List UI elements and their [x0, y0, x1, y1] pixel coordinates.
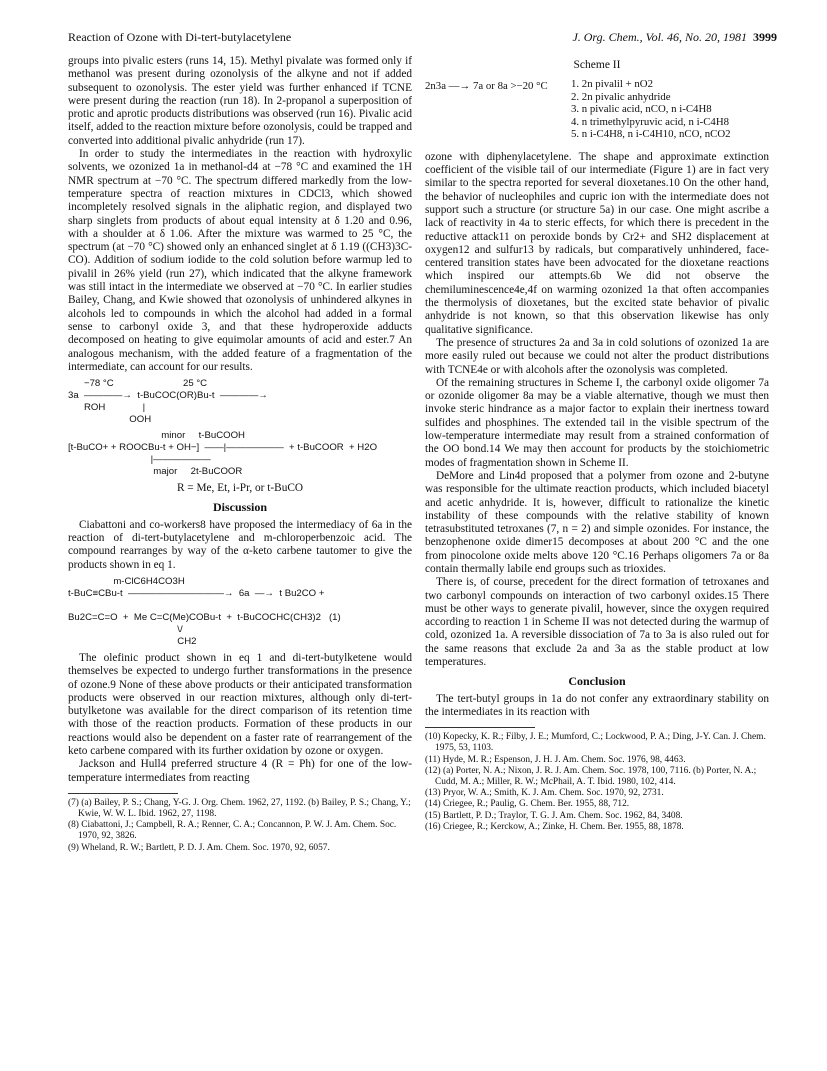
paragraph: In order to study the intermediates in the reaction with hydroxylic solvents, we ozonized 1a in methanol-d4 at −78 °C and examined the 1H NMR spectrum at −70 °C. The spectrum differed markedly from the low-temperature spectra of reaction mixtures in CDCl3, which showed incompletely resolved signals in the aliphatic region, and displayed two sharp singlets from products of about equal intensity at δ 1.20 and 0.96, with a shoulder at δ 1.06. After the mixture was warmed to 25 °C, the spectrum (at −70 °C) showed only an enhanced singlet at δ 1.19 ((CH3)3C-CO). Addition of sodium iodide to the cold solution before warmup led to pivalil in 26% yield (run 27), which indicated that the alkyne framework was still intact in the intermediate we observed at −70 °C. In earlier studies Bailey, Chang, and Kwie showed that ozonolysis of unhindered alkynes in alcohols led to compounds in which the alcohol had added in a formal sense to carbonyl oxide 3, and that these hydroperoxide adducts decomposed on heating to give equimolar amounts of acid and ester.7 An analogous mechanism, with the added feature of a fragmentation of the intermediate, can account for our results. [68, 148, 412, 373]
paragraph: ozone with diphenylacetylene. The shape and approximate extinction coefficient of the visible tail of our intermediate (Figure 1) are in fact very similar to the spectra reported for several dioxetanes.10 On the other hand, the behavior of nucleophiles and cupric ion with the intermediate does not support such a structure (or structure 5a) in our case. One might ascribe a lack of reactivity in 4a to steric effects, for which there is precedent in the reductive attack11 on peroxide bonds by Cr2+ and SH2 displacement at oxygen12 and sulfur13 by radicals, but comparatively unhindered, face-centered transition states have been advocated for the dioxetane reactions which inspired our attempts.6b We did not observe the chemiluminescence4e,4f on warming ozonized 1a that often accompanies the thermolysis of dioxetanes, but the excited state behavior of pivalic anhydride is not known, so that this observation likewise has only qualitative significance. [425, 150, 769, 336]
footnote: (10) Kopecky, K. R.; Filby, J. E.; Mumford, C.; Lockwood, P. A.; Ding, J-Y. Can. J. Chem. 1975, 53, 1103. [425, 732, 766, 754]
footnote: (8) Ciabattoni, J.; Campbell, R. A.; Renner, C. A.; Concannon, P. W. J. Am. Chem. Soc. 1970, 92, 3826. [68, 820, 397, 842]
footnotes-right [425, 732, 769, 833]
scheme-reactants: 2n3a —→ 7a or 8a >−20 °C [425, 80, 548, 93]
paragraph: Ciabattoni and co-workers8 have proposed the intermediacy of 6a in the reaction of di-tert-butylacetylene and m-chloroperbenzoic acid. The compound rearranges by way of the α-keto carbene tautomer to give the products shown in eq 1. [68, 518, 412, 571]
scheme-item: 3. n pivalic acid, nCO, n i-C4H8 [571, 103, 712, 116]
running-head: Reaction of Ozone with Di-tert-butylacetylene [68, 30, 292, 44]
scheme-item: 5. n i-C4H8, n i-C4H10, nCO, nCO2 [571, 128, 731, 141]
footnote-rule [425, 727, 535, 728]
r-definition: R = Me, Et, i-Pr, or t-BuCO [176, 482, 304, 495]
footnote: (12) (a) Porter, N. A.; Nixon, J. R. J. Am. Chem. Soc. 1978, 100, 7116. (b) Porter, N. A.; Cudd, M. A.; Miller, R. W.; McPhail, A. T. Ibid. 1980, 102, 414. [425, 765, 757, 788]
page-number: 3999 [753, 30, 777, 44]
right-column [425, 55, 769, 833]
footnote: (11) Hyde, M. R.; Espenson, J. H. J. Am. Chem. Soc. 1976, 98, 4463. [425, 754, 686, 765]
scheme-item: 1. 2n pivalil + nO2 [571, 78, 653, 91]
paragraph: The tert-butyl groups in 1a do not confer any extraordinary stability on the intermediates in its reaction with [425, 692, 769, 718]
footnote: (9) Wheland, R. W.; Bartlett, P. D. J. Am. Chem. Soc. 1970, 92, 6057. [68, 842, 330, 853]
footnotes-left [68, 798, 412, 854]
footnote: (16) Criegee, R.; Kerckow, A.; Zinke, H. Chem. Ber. 1955, 88, 1878. [425, 821, 684, 832]
paragraph: The olefinic product shown in eq 1 and di-tert-butylketene would themselves be expected to undergo further transformations in the presence of ozone.9 None of these above products or their anticipated transformation products were observed in our reaction mixtures, although only di-tert-butylketone was available for the direct comparison of its retention time with those of the reaction products. Formation of these products in our reactions would also be dependent on a faster rate of rearrangement of the keto carbene compared with its further oxidation by ozone or oxygen. [68, 651, 412, 757]
paragraph: The presence of structures 2a and 3a in cold solutions of ozonized 1a are more easily ruled out because we could not alter the product distributions with TCNE4e or with alcohols after the ozonolysis was completed. [425, 336, 769, 376]
paragraph: Of the remaining structures in Scheme I, the carbonyl oxide oligomer 7a or ozonide oligomer 8a may be a viable alternative, though we must then invoke steric hindrance as a major factor to explain their inertness toward sulfides and phosphines. The extended tail in the visible spectrum of the low-temperature intermediate may result from a strained conformation of the OO bond.14 We may then account for products by the stoichiometric modes of fragmentation shown in Scheme II. [425, 376, 769, 469]
scheme-ii [425, 78, 769, 141]
journal-citation: J. Org. Chem., Vol. 46, No. 20, 1981 3999 [572, 30, 777, 44]
footnote: (15) Bartlett, P. D.; Traylor, T. G. J. Am. Chem. Soc. 1962, 84, 3408. [425, 810, 683, 821]
scheme-item: 2. 2n pivalic anhydride [571, 90, 671, 103]
paragraph: Jackson and Hull4 preferred structure 4 (R = Ph) for one of the low-temperature intermediates from reacting [68, 758, 412, 784]
scheme-products [565, 78, 769, 141]
scheme-title: Scheme II [573, 59, 621, 71]
footnote-rule [68, 793, 178, 794]
left-column [68, 55, 412, 854]
equation-hydroperoxide: −78 °C 25 °C 3a ————→ t-BuCOC(OR)Bu-t ————→ ROH | OOH [68, 378, 268, 426]
paragraph: groups into pivalic esters (runs 14, 15). Methyl pivalate was formed only if methanol was present during ozonolysis of the alkyne and not if added subsequent to ozonolysis. The ester yield was further enhanced if TCNE were present during the reaction (run 18). In 2-propanol a superposition of protic and aprotic products distributions was observed (run 16). Pivalic acid itself, added to the reaction mixture before ozonolysis, could be trapped and converted into additional pivalic anhydride (run 17). [68, 55, 412, 147]
section-heading-conclusion: Conclusion [568, 674, 626, 689]
footnote: (13) Pryor, W. A.; Smith, K. J. Am. Chem. Soc. 1970, 92, 2731. [425, 788, 664, 799]
scheme-item: 4. n trimethylpyruvic acid, n i-C4H8 [571, 115, 730, 128]
section-heading-discussion: Discussion [212, 500, 268, 515]
paragraph: DeMore and Lin4d proposed that a polymer from ozone and 2-butyne was responsible for the ultimate reaction products, which included biacetyl and acetic anhydride. It is, however, difficult to rationalize the kinetic instability of these compounds with the relative stability of known tetrasubstituted tetroxanes (7, n = 2) and simple ozonides. For instance, the benzophenone oxide dimer15 decomposes at about 200 °C and the one from pinocolone oxide melts above 120 °C.16 Perhaps oligomers 7a or 8a contain thermally labile end groups such as trioxides. [425, 469, 769, 575]
equation-1: m-ClC6H4CO3H t-BuC≡CBu-t ——————————→ 6a —→ t Bu2CO + Bu2C=C=O + Me C=C(Me)COBu-t + t-BuCOCHC(CH3)2 (1) \/ CH2 [68, 575, 341, 647]
footnote: (14) Criegee, R.; Paulig, G. Chem. Ber. 1955, 88, 712. [425, 799, 630, 810]
footnote: (7) (a) Bailey, P. S.; Chang, Y-G. J. Org. Chem. 1962, 27, 1192. (b) Bailey, P. S.; Chang, Y.; Kwie, W. W. L. Ibid. 1962, 27, 1198. [68, 797, 411, 820]
equation-fragmentation: minor t-BuCOOH [t-BuCO+ + ROOCBu-t + OH−] ——|—————— + t-BuCOOR + H2O |—————— major 2t-BuCOOR [68, 430, 378, 478]
paragraph: There is, of course, precedent for the direct formation of tetroxanes and two carbonyl compounds on interaction of two carbonyl oxides.15 There must be other ways to generate pivalil, however, since the oxygen required according to reaction 1 in Scheme II was not detected during the warmup of cold, ozonized 1a. A reversible dissociation of 7a to 3a is also ruled out for the same reasons that exclude 2a and 3a as the stable product at low temperatures. [425, 576, 769, 669]
